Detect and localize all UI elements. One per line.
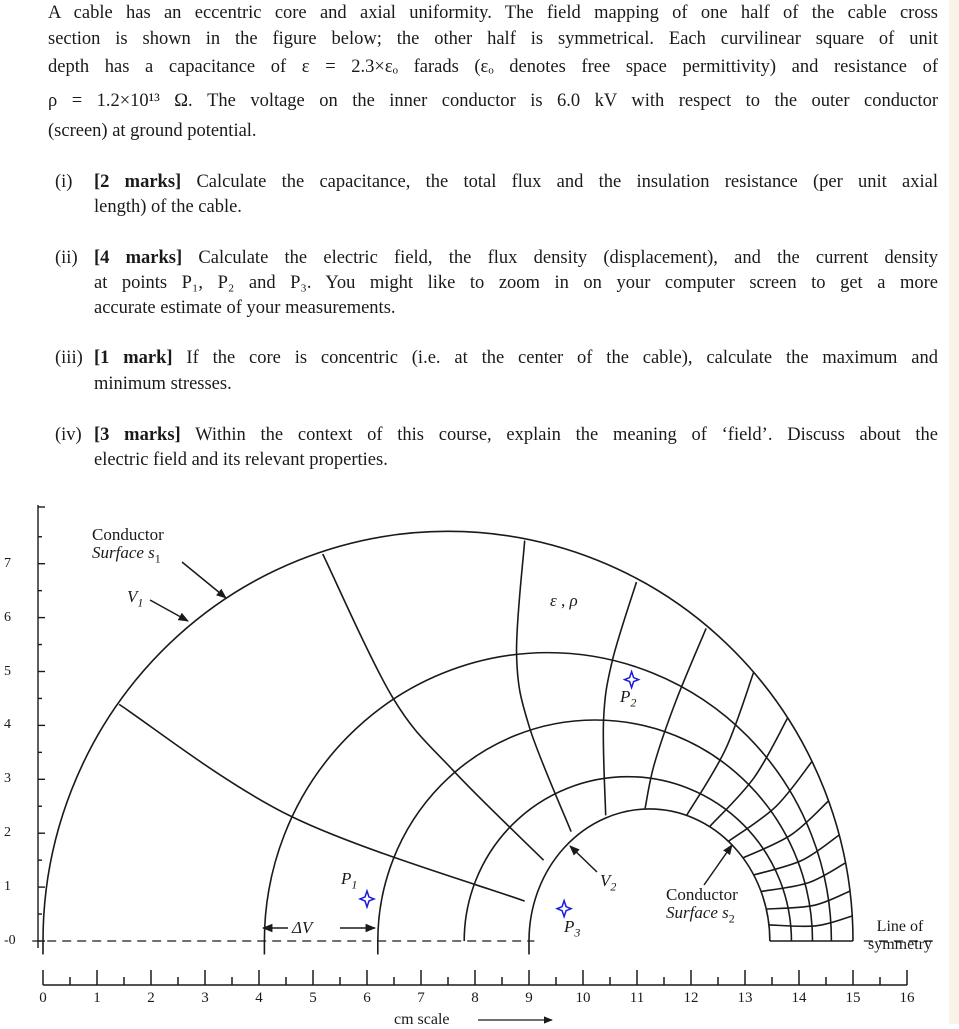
x-tick-label: 1: [93, 990, 101, 1006]
x-tick-label: 9: [525, 990, 533, 1006]
flux-line: [323, 554, 544, 860]
question-line: accurate estimate of your measurements.: [94, 298, 396, 318]
x-tick-label: 13: [737, 990, 753, 1006]
x-tick-label: 3: [201, 990, 209, 1006]
question-number: (ii): [55, 248, 78, 268]
x-tick-label: 2: [147, 990, 155, 1006]
question-number: (i): [55, 172, 73, 192]
v2-arrow: [570, 846, 597, 872]
x-tick-label: 5: [309, 990, 317, 1006]
y-tick-label: 2: [4, 825, 11, 841]
x-tick-label: 8: [471, 990, 479, 1006]
marks: [3 marks]: [94, 425, 181, 445]
question-text: If the core is concentric (i.e. at the center of the cable), calculate the maximum and: [186, 348, 938, 368]
medium-label: ε , ρ: [550, 591, 578, 610]
s1-arrow: [182, 562, 226, 598]
y-tick-label: 6: [4, 609, 11, 625]
question-text: Calculate the capacitance, the total flux and the insulation resistance (per unit axial: [196, 172, 938, 192]
flux-line: [119, 704, 525, 901]
x-tick-label: 12: [683, 990, 699, 1006]
point-p3: [557, 901, 571, 917]
marks: [1 mark]: [94, 348, 173, 368]
x-tick-label: 0: [39, 990, 47, 1006]
x-tick-label: 11: [629, 990, 645, 1006]
x-tick-label: 6: [363, 990, 371, 1006]
flux-line: [710, 718, 788, 827]
delta-v-label: ΔV: [292, 918, 313, 937]
flux-line: [645, 628, 706, 808]
flux-line: [517, 541, 572, 832]
flux-line: [743, 801, 829, 858]
x-tick-label: 7: [417, 990, 425, 1006]
conductor-s1-label: Conductor Surface $s_1$: [92, 525, 164, 566]
marks: [2 marks]: [94, 172, 182, 192]
y-tick-label: 1: [4, 879, 11, 895]
intro-line: ρ = 1.2×10¹³ Ω. The voltage on the inner conductor is 6.0 kV with respect to the outer conductor: [48, 91, 938, 111]
question-line: electric field and its relevant properties.: [94, 450, 388, 470]
conductor-s2-label: Conductor Surface $s_2$: [666, 885, 738, 926]
question-line: minimum stresses.: [94, 374, 232, 394]
intro-line: (screen) at ground potential.: [48, 121, 257, 141]
s2-arrow: [704, 845, 732, 885]
symmetry-label: Line of symmetry: [868, 918, 932, 953]
question-line: at points P₁, P₂ and P₃. You might like to zoom in on your computer screen to get a more: [94, 273, 938, 293]
marks: [4 marks]: [94, 248, 183, 268]
y-tick-label: 7: [4, 555, 11, 571]
x-tick-label: 14: [791, 990, 807, 1006]
question-text: Calculate the electric field, the flux density (displacement), and the current density: [198, 248, 939, 268]
x-tick-label: 15: [845, 990, 861, 1006]
v1-arrow: [150, 600, 188, 621]
p3-label: $P_3$: [564, 917, 581, 940]
x-tick-label: 16: [899, 990, 915, 1006]
v2-label: $V_2$: [600, 871, 617, 894]
point-p1: [360, 891, 374, 907]
point-p2: [625, 672, 639, 688]
intro-line: section is shown in the figure below; the other half is symmetrical. Each curvilinear square of unit: [48, 29, 938, 49]
equipotential-line: [464, 777, 791, 941]
question-line: length) of the cable.: [94, 197, 242, 217]
x-tick-label: 4: [255, 990, 263, 1006]
y-tick-label: 5: [4, 663, 11, 679]
question-number: (iii): [55, 348, 83, 368]
p2-label: $P_2$: [620, 687, 637, 710]
intro-line: depth has a capacitance of ε = 2.3×εₒ farads (εₒ denotes free space permittivity) and resistance of: [48, 57, 938, 77]
flux-line: [687, 672, 754, 815]
question-text: Within the context of this course, explain the meaning of ‘field’. Discuss about the: [195, 425, 939, 445]
y-tick-label: 3: [4, 771, 11, 787]
x-axis-label: cm scale: [394, 1011, 450, 1028]
question-number: (iv): [55, 425, 82, 445]
equipotential-line: [378, 720, 813, 941]
y-tick-label: -0: [4, 933, 16, 948]
p1-label: $P_1$: [341, 869, 358, 892]
x-tick-label: 10: [575, 990, 591, 1006]
intro-line: A cable has an eccentric core and axial uniformity. The field mapping of one half of the cable cross: [48, 3, 938, 23]
v1-label: $V_1$: [127, 587, 144, 610]
y-tick-label: 4: [4, 717, 11, 733]
